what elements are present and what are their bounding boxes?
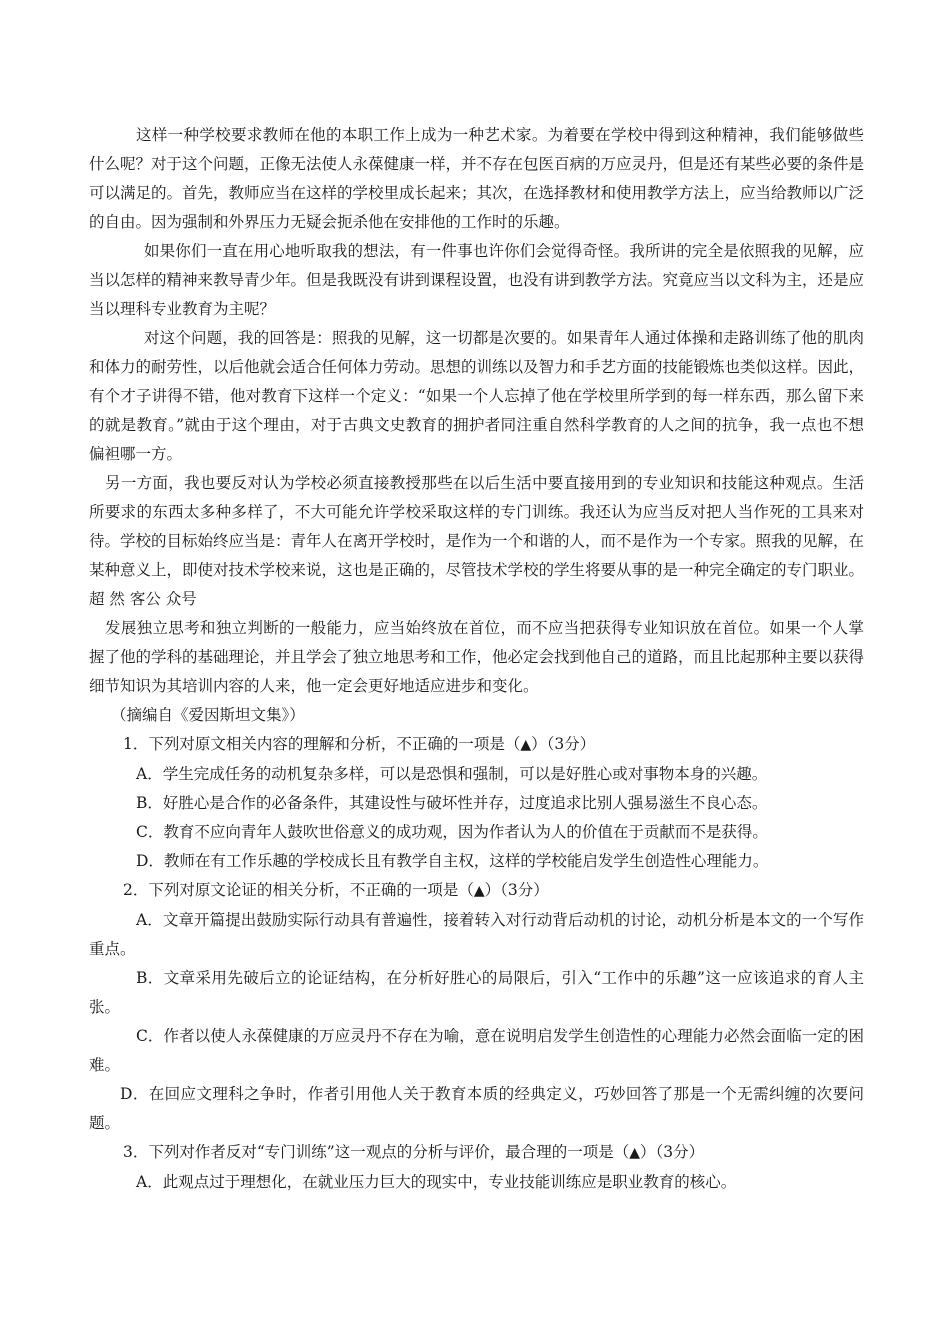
question-stem-text: 1．下列对原文相关内容的理解和分析，不正确的一项是（ xyxy=(123,735,521,753)
option-a: A．文章开篇提出鼓励实际行动具有普遍性，接着转入对行动背后动机的讨论，动机分析是本文的一个写作重点。 xyxy=(89,911,864,958)
document-page xyxy=(89,121,864,1197)
paragraph-4: 另一方面，我也要反对认为学校必须直接教授那些在以后生活中要直接用到的专业知识和技能这种观点。生活所要求的东西太多种多样了，不大可能允许学校采取这样的专门训练。我还认为应当反对把人当作死的工具来对待。学校的目标始终应当是：青年人在离开学校时，是作为一个和谐的人，而不是作为一个专家。照我的见解，在某种意义上，即使对技术学校来说，这也是正确的，尽管技术学校的学生将要从事的是一种完全确定的专门职业。超 然 客公 众号 xyxy=(89,474,865,608)
question-stem-text: 2．下列对原文论证的相关分析，不正确的一项是（ xyxy=(123,881,474,899)
paragraph-2: 如果你们一直在用心地听取我的想法，有一件事也许你们会觉得奇怪。我所讲的完全是依照我的见解，应当以怎样的精神来教导青少年。但是我既没有讲到课程设置，也没有讲到教学方法。究竟应当以文科为主，还是应当以理科专业教育为主呢？ xyxy=(89,242,865,318)
question-2 xyxy=(89,876,864,1138)
answer-blank-triangle: ▲ xyxy=(473,883,485,899)
answer-blank-triangle: ▲ xyxy=(629,1145,640,1161)
option-c: C．作者以使人永葆健康的万应灵丹不存在为喻，意在说明启发学生创造性的心理能力必然会面临一定的困难。 xyxy=(89,1027,864,1074)
question-score: ）（3分） xyxy=(640,1143,705,1161)
question-score: ）（3分） xyxy=(531,735,596,753)
question-3 xyxy=(89,1138,864,1197)
question-stem xyxy=(89,730,864,760)
question-1 xyxy=(89,730,864,876)
option-d: D．教师在有工作乐趣的学校成长且有教学自主权，这样的学校能启发学生创造性心理能力。 xyxy=(136,852,769,870)
question-stem-text: 3．下列对作者反对“专门训练”这一观点的分析与评价，最合理的一项是（ xyxy=(123,1143,630,1161)
question-score: ）（3分） xyxy=(484,881,549,899)
question-stem xyxy=(89,1138,864,1168)
answer-blank-triangle: ▲ xyxy=(520,737,532,753)
paragraph-3: 对这个问题，我的回答是：照我的见解，这一切都是次要的。如果青年人通过体操和走路训练了他的肌肉和体力的耐劳性，以后他就会适合任何体力劳动。思想的训练以及智力和手艺方面的技能锻炼也类似这样。因此，有个才子讲得不错，他对教育下这样一个定义：“如果一个人忘掉了他在学校里所学到的每一样东西，那么留下来的就是教育。”就由于这个理由，对于古典文史教育的拥护者同注重自然科学教育的人之间的抗争，我一点也不想偏袒哪一方。 xyxy=(89,329,865,463)
option-d: D．在回应文理科之争时，作者引用他人关于教育本质的经典定义，巧妙回答了那是一个无需纠缠的次要问题。 xyxy=(89,1085,864,1132)
option-b: B．好胜心是合作的必备条件，其建设性与破坏性并存，过度追求比别人强易滋生不良心态。 xyxy=(136,794,768,812)
option-a: A．学生完成任务的动机复杂多样，可以是恐惧和强制，可以是好胜心或对事物本身的兴趣。 xyxy=(136,765,768,783)
source-citation: （摘编自《爱因斯坦文集》） xyxy=(111,706,305,724)
option-b: B．文章采用先破后立的论证结构，在分析好胜心的局限后，引入“工作中的乐趣”这一应该追求的育人主张。 xyxy=(89,969,864,1016)
option-a: A．此观点过于理想化，在就业压力巨大的现实中，专业技能训练应是职业教育的核心。 xyxy=(136,1173,737,1191)
question-stem xyxy=(89,876,864,906)
option-c: C．教育不应向青年人鼓吹世俗意义的成功观，因为作者认为人的价值在于贡献而不是获得。 xyxy=(136,823,768,841)
paragraph-5: 发展独立思考和独立判断的一般能力，应当始终放在首位，而不应当把获得专业知识放在首位。如果一个人掌握了他的学科的基础理论，并且学会了独立地思考和工作，他必定会找到他自己的道路，而且比起那种主要以获得细节知识为其培训内容的人来，他一定会更好地适应进步和变化。 xyxy=(89,619,865,695)
paragraph-1: 这样一种学校要求教师在他的本职工作上成为一种艺术家。为着要在学校中得到这种精神，我们能够做些什么呢？对于这个问题，正像无法使人永葆健康一样，并不存在包医百病的万应灵丹，但是还有某些必要的条件是可以满足的。首先，教师应当在这样的学校里成长起来；其次，在选择教材和使用教学方法上，应当给教师以广泛的自由。因为强制和外界压力无疑会扼杀他在安排他的工作时的乐趣。 xyxy=(89,126,865,231)
